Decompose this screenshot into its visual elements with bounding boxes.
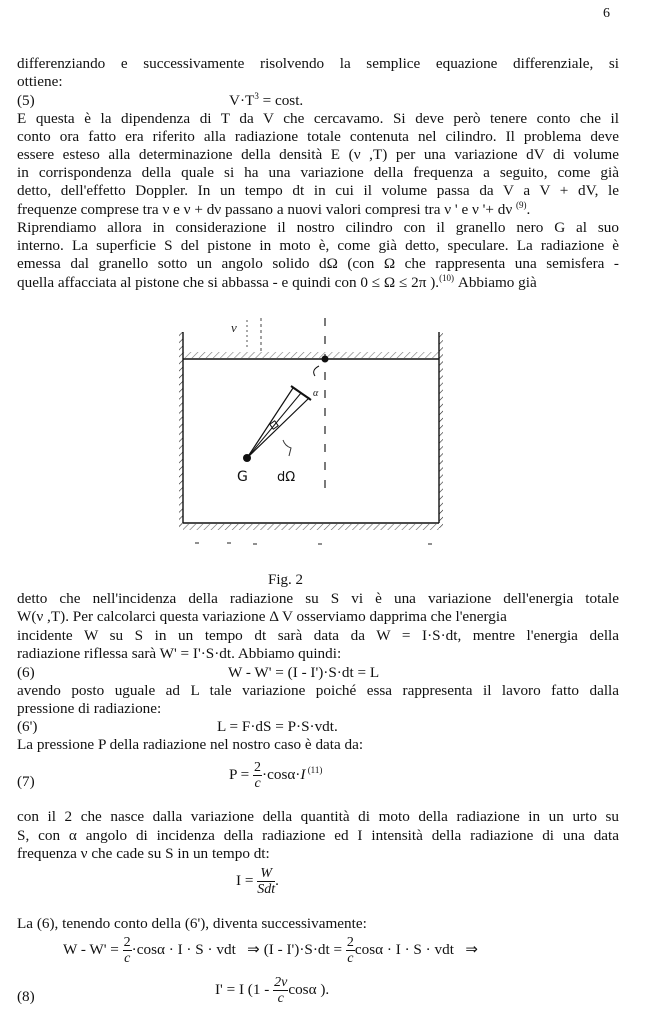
figure-caption: Fig. 2 xyxy=(268,572,304,588)
denominator: c xyxy=(347,951,354,966)
text-line: frequenza ν che cade su S in un tempo dt: xyxy=(17,845,270,862)
equation-chain xyxy=(63,935,478,966)
text-line: La pressione P della radiazione nel nostro caso è data da: xyxy=(17,736,364,753)
eq8-rest: cosα ). xyxy=(288,980,330,998)
numerator: 2v xyxy=(274,975,288,990)
equation-7 xyxy=(229,760,322,791)
text-line: S, con α angolo di incidenza della radiazione ed I intensità della radiazione di una data xyxy=(17,827,619,844)
equation-intensity xyxy=(236,866,279,897)
fraction xyxy=(346,935,355,966)
solid-angle-pointer xyxy=(283,440,291,456)
text-line: detto, dell'effetto Doppler. In un tempo dt in cui il volume passa da V a V + dV, le xyxy=(17,182,619,199)
text-line xyxy=(17,274,619,292)
denominator: c xyxy=(124,951,131,966)
equation-6: W - W' = (I - I')·S·dt = L xyxy=(228,664,380,681)
eq7-rest: ·cosα· xyxy=(262,765,301,783)
bottom-hatch xyxy=(183,524,439,530)
numerator: 2 xyxy=(346,935,354,950)
eq5-lhs: V·T xyxy=(229,92,255,109)
text-span: Abbiamo già xyxy=(454,274,537,291)
angle-arc xyxy=(314,366,319,376)
numerator: 2 xyxy=(123,935,131,950)
text-line: detto che nell'incidenza della radiazione su S vi è una variazione dell'energia totale xyxy=(17,590,619,607)
numerator: 2 xyxy=(254,760,262,775)
text-line: con il 2 che nasce dalla variazione della quantità di moto della radiazione in un urto su xyxy=(17,808,619,825)
fraction xyxy=(273,975,288,1006)
eq5-exponent: 3 xyxy=(254,91,259,101)
text-line: incidente W su S in un tempo dt sarà data da W = I·S·dt, mentre l'energia della xyxy=(17,627,619,644)
page-number: 6 xyxy=(603,6,610,21)
eq7-intensity: I xyxy=(300,765,306,783)
eq8-lhs: I' = I (1 - xyxy=(215,980,274,998)
text-line: conto ora fatto era riferito alla radiazione totale contenuta nel cilindro. Il problema deve xyxy=(17,128,619,145)
fraction xyxy=(253,760,262,791)
fraction xyxy=(123,935,132,966)
velocity-label: v xyxy=(231,320,237,335)
text-span: . xyxy=(526,201,531,218)
grain-label: G xyxy=(237,469,248,485)
equation-5 xyxy=(229,92,303,110)
bottom-ticks xyxy=(195,543,432,544)
text-line xyxy=(17,201,619,219)
eq7-lhs: P = xyxy=(229,765,254,783)
text-line: W(ν ,T). Per calcolarci questa variazione Δ V osserviamo dapprima che l'energia xyxy=(17,608,507,625)
equation-label: (6') xyxy=(17,718,38,735)
equation-label: (6) xyxy=(17,664,35,681)
equation-label: (7) xyxy=(17,773,35,790)
denominator: c xyxy=(277,991,284,1006)
text-line: Riprendiamo allora in considerazione il nostro cilindro con il granello nero G al suo xyxy=(17,219,619,236)
denominator: Sdt xyxy=(257,882,276,897)
footnote-ref: (11) xyxy=(305,764,323,775)
text-line: pressione di radiazione: xyxy=(17,700,162,717)
text-line: in corrispondenza della quale si ha una variazione della frequenza a seguito, come già xyxy=(17,164,619,181)
text-line: E questa è la dipendenza di T da V che cercavamo. Si deve però tenere conto che il xyxy=(17,110,619,127)
text-line: emessa dal granello sotto un angolo solido dΩ (con Ω che rappresenta una semisfera - xyxy=(17,255,619,272)
denominator: c xyxy=(254,776,261,791)
eqI-lhs: I = xyxy=(236,871,258,889)
impact-point xyxy=(322,356,329,363)
equation-8 xyxy=(215,975,329,1006)
eq5-rhs: = cost. xyxy=(258,92,304,109)
eqI-end: . xyxy=(275,871,279,889)
chain-middle: ·cosα · I · S · vdt ⇒ (I - I')·S·dt = xyxy=(131,940,346,958)
alpha-label: α xyxy=(313,388,319,399)
fraction xyxy=(257,866,275,897)
ray xyxy=(247,393,301,458)
footnote-ref: (9) xyxy=(516,200,527,210)
solid-angle-label: dΩ xyxy=(277,470,296,485)
equation-6-prime: L = F·dS = P·S·vdt. xyxy=(217,718,338,735)
numerator: W xyxy=(257,866,275,882)
text-line: essere esteso alla determinazione della densità E (ν ,T) per una variazione dV di volume xyxy=(17,146,619,163)
text-span: quella affacciata al pistone che si abbassa - e quindi con 0 ≤ Ω ≤ 2π ). xyxy=(17,274,440,291)
equation-label: (8) xyxy=(17,988,35,1005)
chain-end: cosα · I · S · vdt ⇒ xyxy=(354,940,479,958)
text-line: differenziando e successivamente risolvendo la semplice equazione differenziale, si xyxy=(17,55,619,72)
text-line: avendo posto uguale ad L tale variazione poiché essa rappresenta il lavoro fatto dalla xyxy=(17,682,619,699)
cone-cap xyxy=(291,386,311,400)
chain-lhs: W - W' = xyxy=(63,940,123,958)
text-line: interno. La superficie S del pistone in moto è, come già detto, speculare. La radiazione è xyxy=(17,237,619,254)
text-span: frequenze comprese tra ν e ν + dν passano a nuovi valori compresi tra ν ' e ν '+ dν xyxy=(17,201,517,218)
figure-cylinder-diagram xyxy=(175,318,450,548)
text-line: La (6), tenendo conto della (6'), diventa successivamente: xyxy=(17,915,367,932)
equation-label: (5) xyxy=(17,92,35,109)
footnote-ref: (10) xyxy=(439,273,455,283)
piston-hatch xyxy=(183,352,439,358)
text-line: ottiene: xyxy=(17,73,63,90)
text-line: radiazione riflessa sarà W' = I'·S·dt. Abbiamo quindi: xyxy=(17,645,342,662)
